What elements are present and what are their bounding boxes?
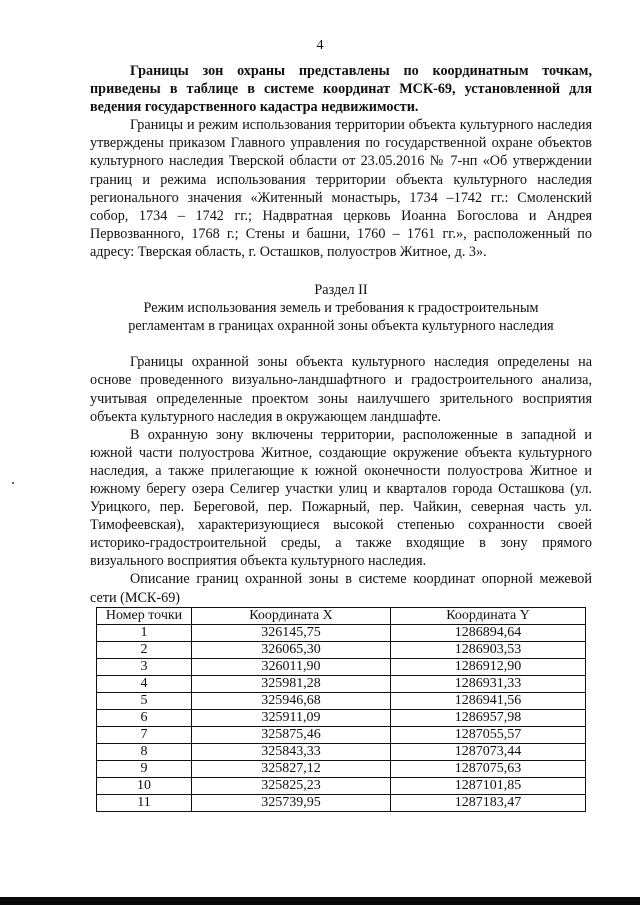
table-row [97,641,586,658]
point-number: 7 [97,726,192,743]
table-row [97,692,586,709]
coordinate-x: 325911,09 [192,709,391,726]
header-coordinate-y: Координата Y [391,607,586,624]
paragraph-zone-definition: Границы охранной зоны объекта культурного наследия определены на основе проведенного визуально-ландшафтного и градостроительного анализа, учитывая определенные проектом зоны наилучшего зрительного восприятия объекта культурного наследия в окружающем ландшафте. [90,354,592,425]
coordinate-y: 1287183,47 [391,794,586,811]
point-number: 8 [97,743,192,760]
point-number: 5 [97,692,192,709]
coordinate-y: 1286903,53 [391,641,586,658]
coordinate-x: 325739,95 [192,794,391,811]
coordinate-y: 1286931,33 [391,675,586,692]
coordinate-x: 326145,75 [192,624,391,641]
table-row [97,624,586,641]
table-row [97,760,586,777]
point-number: 4 [97,675,192,692]
point-number: 2 [97,641,192,658]
section-title: Раздел II [314,282,368,299]
paragraph-zone-boundaries: Границы зон охраны представлены по координатным точкам, приведены в таблице в системе координат МСК-69, установленной для ведения государственного кадастра недвижимости. [90,63,592,116]
point-number: 10 [97,777,192,794]
header-coordinate-x: Координата X [192,607,391,624]
point-number: 11 [97,794,192,811]
coordinates-table [96,607,586,812]
table-row [97,675,586,692]
coordinate-x: 325827,12 [192,760,391,777]
section-subtitle-line-1: Режим использования земель и требования к градостроительным [143,300,539,317]
table-row [97,794,586,811]
point-number: 3 [97,658,192,675]
coordinate-x: 326011,90 [192,658,391,675]
header-point-number: Номер точки [97,607,192,624]
coordinate-y: 1287055,57 [391,726,586,743]
page-number: 4 [316,38,324,53]
coordinate-y: 1287075,63 [391,760,586,777]
paragraph-order-approval: Границы и режим использования территории объекта культурного наследия утверждены приказом Главного управления по государственной охране объектов культурного наследия Тверской области от 23.05.2016 № 7-нп «Об утверждении границ и режима использования территории объекта культурного наследия регионального значения «Житенный монастырь, 1734 –1742 гг.: Смоленский собор, 1734 – 1742 гг.; Надвратная церковь Иоанна Богослова и Андрея Первозванного, 1768 г.; Стены и башни, 1760 – 1761 гг.», расположенный по адресу: Тверская область, г. Осташков, полуостров Житное, д. 3». [90,117,592,260]
section-subtitle-line-2: регламентам в границах охранной зоны объекта культурного наследия [128,318,554,335]
point-number: 1 [97,624,192,641]
coordinate-x: 325825,23 [192,777,391,794]
coordinate-y: 1286957,98 [391,709,586,726]
coordinate-y: 1287101,85 [391,777,586,794]
section-subtitle [90,299,592,335]
point-number: 6 [97,709,192,726]
table-row [97,777,586,794]
coordinate-x: 325875,46 [192,726,391,743]
paragraph-zone-territories: В охранную зону включены территории, расположенные в западной и южной части полуострова Житное, создающие окружение объекта культурного наследия, а также прилегающие к южной оконечности полуострова Житное и южному берегу озера Селигер участки улиц и кварталов города Осташкова (ул. Урицкого, пер. Береговой, пер. Пожарный, пер. Чайкин, северная часть ул. Тимофеевская), характеризующиеся высокой степенью сохранности своей историко-градостроительной среды, а также входящие в зону прямого визуального восприятия объекта культурного наследия. [90,426,592,570]
table-row [97,743,586,760]
coordinate-x: 325981,28 [192,675,391,692]
point-number: 9 [97,760,192,777]
table-header-row [97,607,586,624]
table-row [97,726,586,743]
coordinate-y: 1286941,56 [391,692,586,709]
coordinate-x: 325946,68 [192,692,391,709]
coordinate-y: 1286912,90 [391,658,586,675]
table-row [97,658,586,675]
coordinate-y: 1287073,44 [391,743,586,760]
scan-speck [12,482,14,484]
coordinate-x: 326065,30 [192,641,391,658]
coordinate-y: 1286894,64 [391,624,586,641]
scan-bottom-edge [0,897,640,905]
paragraph-table-intro: Описание границ охранной зоны в системе координат опорной межевой сети (МСК-69) [90,571,592,606]
table-row [97,709,586,726]
document-body [90,62,592,812]
coordinate-x: 325843,33 [192,743,391,760]
